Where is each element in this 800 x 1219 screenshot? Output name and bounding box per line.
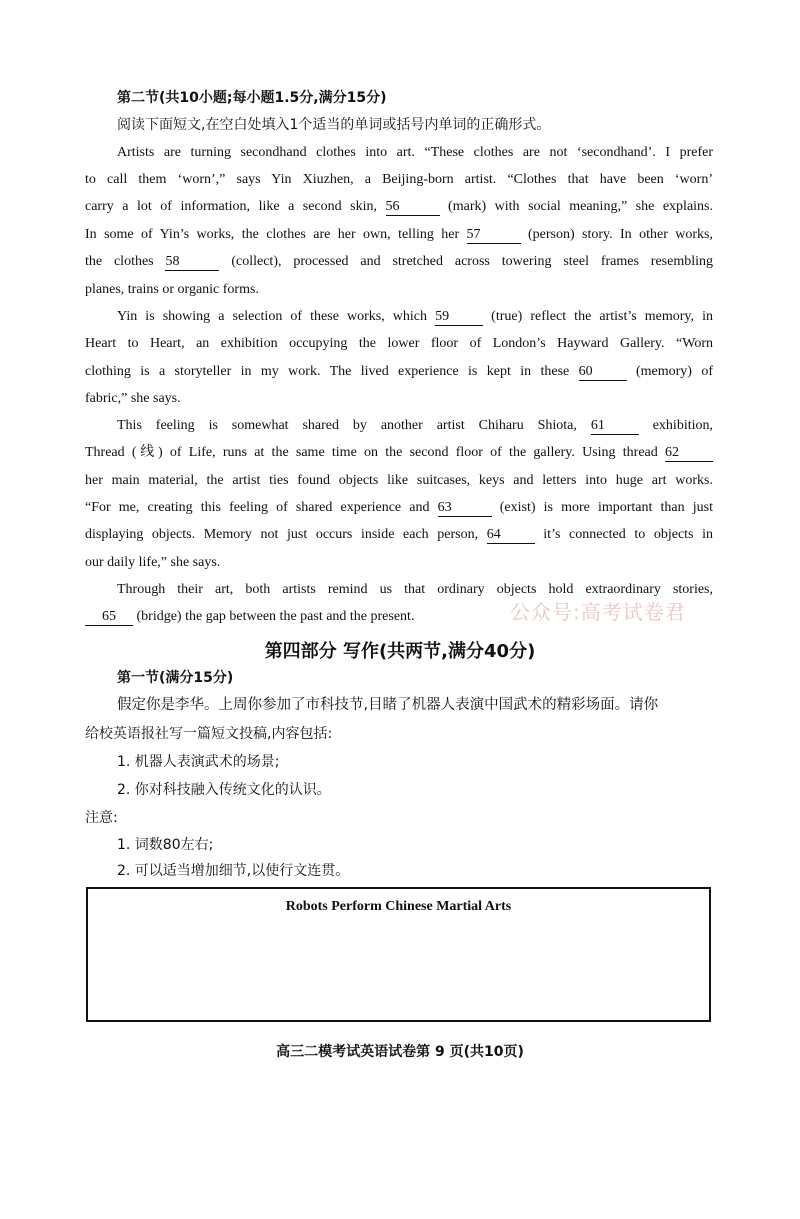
passage-text: Through their art, both artists remind us that ordinary objects hold extraordinary stories, [117, 582, 713, 597]
passage-line [117, 416, 713, 436]
passage-text: (true) reflect the artist’s memory, in [483, 309, 713, 324]
note-item: 2. 可以适当增加细节,以使行文连贯。 [117, 863, 350, 879]
content-point: 1. 机器人表演武术的场景; [117, 754, 280, 770]
passage-text: fabric,” she says. [85, 391, 181, 406]
passage-line [85, 280, 713, 300]
passage-line [117, 143, 713, 163]
passage-line [85, 525, 713, 545]
blank-65[interactable]: 65 [85, 608, 133, 626]
passage-text: (mark) with social meaning,” she explains. [439, 199, 713, 214]
passage-text: planes, trains or organic forms. [85, 282, 259, 297]
passage-line [85, 362, 713, 382]
blank-58[interactable]: 58 [165, 253, 219, 271]
notes-label: 注意: [85, 810, 118, 826]
section-heading: 第二节(共10小题;每小题1.5分,满分15分) [117, 90, 387, 106]
passage-line [85, 443, 713, 463]
blank-64[interactable]: 64 [487, 526, 535, 544]
passage-text: Artists are turning secondhand clothes into art. “These clothes are not ‘secondhand’. I prefer [117, 145, 713, 160]
passage-line [85, 334, 713, 354]
passage-text: In some of Yin’s works, the clothes are her own, telling her [85, 227, 467, 242]
blank-61[interactable]: 61 [591, 417, 639, 435]
passage-text: our daily life,” she says. [85, 555, 221, 570]
passage-text: (bridge) the gap between the past and the present. [133, 609, 415, 624]
blank-63[interactable]: 63 [438, 499, 492, 517]
passage-text: (person) story. In other works, [520, 227, 713, 242]
section-instruction: 阅读下面短文,在空白处填入1个适当的单词或括号内单词的正确形式。 [117, 117, 551, 133]
passage-line [85, 197, 713, 217]
section1-heading: 第一节(满分15分) [117, 670, 234, 686]
prompt-line: 给校英语报社写一篇短文投稿,内容包括: [85, 726, 333, 742]
passage-text: carry a lot of information, like a second skin, [85, 199, 386, 214]
writing-answer-box[interactable] [86, 887, 711, 1022]
passage-line [85, 389, 713, 409]
passage-text: her main material, the artist ties found objects like suitcases, keys and letters into huge art works. [85, 473, 713, 488]
passage-line [85, 553, 713, 573]
passage-text: “For me, creating this feeling of shared experience and [85, 500, 438, 515]
passage-text: displaying objects. Memory not just occurs inside each person, [85, 527, 487, 542]
part4-heading: 第四部分 写作(共两节,满分40分) [264, 641, 536, 662]
passage-line [85, 170, 713, 190]
passage-line [85, 252, 713, 272]
passage-line [85, 225, 713, 245]
passage-text: (memory) of [626, 364, 713, 379]
essay-title: Robots Perform Chinese Martial Arts [285, 899, 512, 914]
note-item: 1. 词数80左右; [117, 837, 214, 853]
passage-text: clothing is a storyteller in my work. The lived experience is kept in these [85, 364, 579, 379]
prompt-line: 假定你是李华。上周你参加了市科技节,目睹了机器人表演中国武术的精彩场面。请你 [117, 697, 659, 713]
passage-text: Heart to Heart, an exhibition occupying the lower floor of London’s Hayward Gallery. “Worn [85, 336, 713, 351]
blank-56[interactable]: 56 [386, 198, 440, 216]
passage-line [85, 498, 713, 518]
passage-text: (collect), processed and stretched across towering steel frames resembling [219, 254, 713, 269]
passage-text: the clothes [85, 254, 166, 269]
blank-59[interactable]: 59 [435, 308, 483, 326]
passage-text: to call them ‘worn’,” says Yin Xiuzhen, a Beijing-born artist. “Clothes that have been ‘worn’ [85, 172, 713, 187]
blank-62[interactable]: 62 [665, 444, 713, 462]
content-point: 2. 你对科技融入传统文化的认识。 [117, 782, 331, 798]
page-footer: 高三二模考试英语试卷第 9 页(共10页) [276, 1044, 524, 1060]
blank-60[interactable]: 60 [579, 363, 627, 381]
passage-line [117, 307, 713, 327]
blank-57[interactable]: 57 [467, 226, 521, 244]
passage-text: (exist) is more important than just [491, 500, 713, 515]
passage-text: This feeling is somewhat shared by another artist Chiharu Shiota, [117, 418, 591, 433]
passage-text: it’s connected to objects in [534, 527, 713, 542]
passage-text: Yin is showing a selection of these works, which [117, 309, 436, 324]
passage-line [85, 471, 713, 491]
watermark-text: 公众号:高考试卷君 [510, 600, 686, 624]
passage-text: exhibition, [638, 418, 713, 433]
passage-text: Thread (线) of Life, runs at the same time on the second floor of the gallery. Using thread [85, 445, 665, 460]
